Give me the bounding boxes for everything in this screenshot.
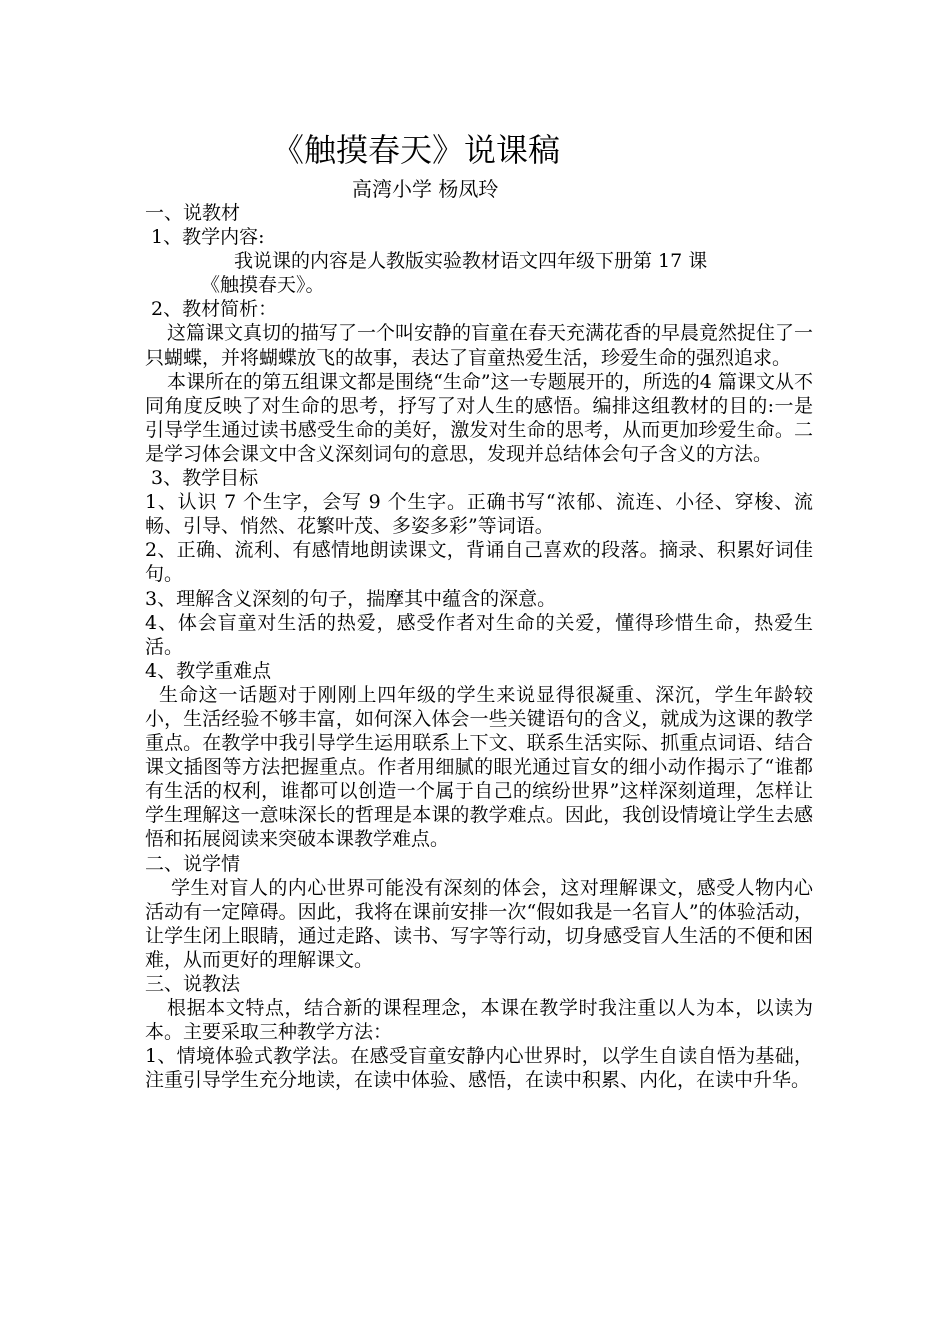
paragraph-teaching-content: 我说课的内容是人教版实验教材语文四年级下册第 17 课 (234, 250, 708, 273)
document-body (145, 201, 813, 1092)
list-item-goal-3: 3、理解含义深刻的句子，揣摩其中蕴含的深意。 (145, 587, 557, 610)
paragraph-teaching-content-title: 《触摸春天》。 (201, 274, 325, 297)
paragraph-teaching-methods: 根据本文特点，结合新的课程理念，本课在教学时我注重以人为本，以读为本。主要采取三种教学方法： (145, 997, 813, 1044)
section-heading-teaching-methods: 三、说教法 (145, 973, 241, 995)
author-line: 高湾小学 杨凤玲 (352, 177, 499, 201)
paragraph-key-difficult-points: 生命这一话题对于刚刚上四年级的学生来说显得很凝重、深沉，学生年龄较小，生活经验不够丰富，如何深入体会一些关键语句的含义，就成为这课的教学重点。在教学中我引导学生运用联系上下文、联系生活实际、抓重点词语、结合课文插图等方法把握重点。作者用细腻的眼光通过盲女的细小动作揭示了“谁都有生活的权利，谁都可以创造一个属于自己的缤纷世界”这样深刻道理，怎样让学生理解这一意味深长的哲理是本课的教学难点。因此，我创设情境让学生去感悟和拓展阅读来突破本课教学难点。 (145, 683, 813, 851)
subheading-key-difficult-points: 4、教学重难点 (145, 659, 272, 682)
section-heading-student-analysis: 二、说学情 (145, 852, 241, 875)
paragraph-unit-overview: 本课所在的第五组课文都是围绕“生命”这一专题展开的，所选的4 篇课文从不同角度反映了对生命的思考，抒写了对人生的感悟。编排这组教材的目的:一是引导学生通过读书感受生命的美好，激发对生命的思考，从而更加珍爱生命。二是学习体会课文中含义深刻词句的意思，发现并总结体会句子含义的方法。 (145, 370, 813, 465)
subheading-teaching-goals: 3、教学目标 (145, 467, 259, 490)
subheading-teaching-content: 1、教学内容: (145, 226, 265, 249)
paragraph-material-analysis: 这篇课文真切的描写了一个叫安静的盲童在春天充满花香的早晨竟然捉住了一只蝴蝶，并将蝴蝶放飞的故事，表达了盲童热爱生活，珍爱生命的强烈追求。 (145, 322, 814, 369)
list-item-method-1: 1、情境体验式教学法。在感受盲童安静内心世界时，以学生自读自悟为基础，注重引导学生充分地读，在读中体验、感悟，在读中积累、内化，在读中升华。 (145, 1045, 813, 1092)
section-heading-teaching-material: 一、说教材 (145, 202, 241, 224)
paragraph-student-analysis: 学生对盲人的内心世界可能没有深刻的体会，这对理解课文，感受人物内心活动有一定障碍。因此，我将在课前安排一次“假如我是一名盲人”的体验活动，让学生闭上眼睛，通过走路、读书、写字等行动，切身感受盲人生活的不便和困难，从而更好的理解课文。 (145, 876, 813, 971)
subheading-material-analysis: 2、教材简析： (145, 298, 278, 321)
document-title: 《触摸春天》说课稿 (272, 131, 561, 169)
list-item-goal-2: 2、正确、流利、有感情地朗读课文，背诵自己喜欢的段落。摘录、积累好词佳句。 (145, 539, 813, 586)
list-item-goal-4: 4、体会盲童对生活的热爱，感受作者对生命的关爱，懂得珍惜生命，热爱生活。 (145, 611, 813, 658)
list-item-goal-1: 1、认识 7 个生字，会写 9 个生字。正确书写“浓郁、流连、小径、穿梭、流畅、引导、悄然、花繁叶茂、多姿多彩”等词语。 (145, 491, 813, 538)
